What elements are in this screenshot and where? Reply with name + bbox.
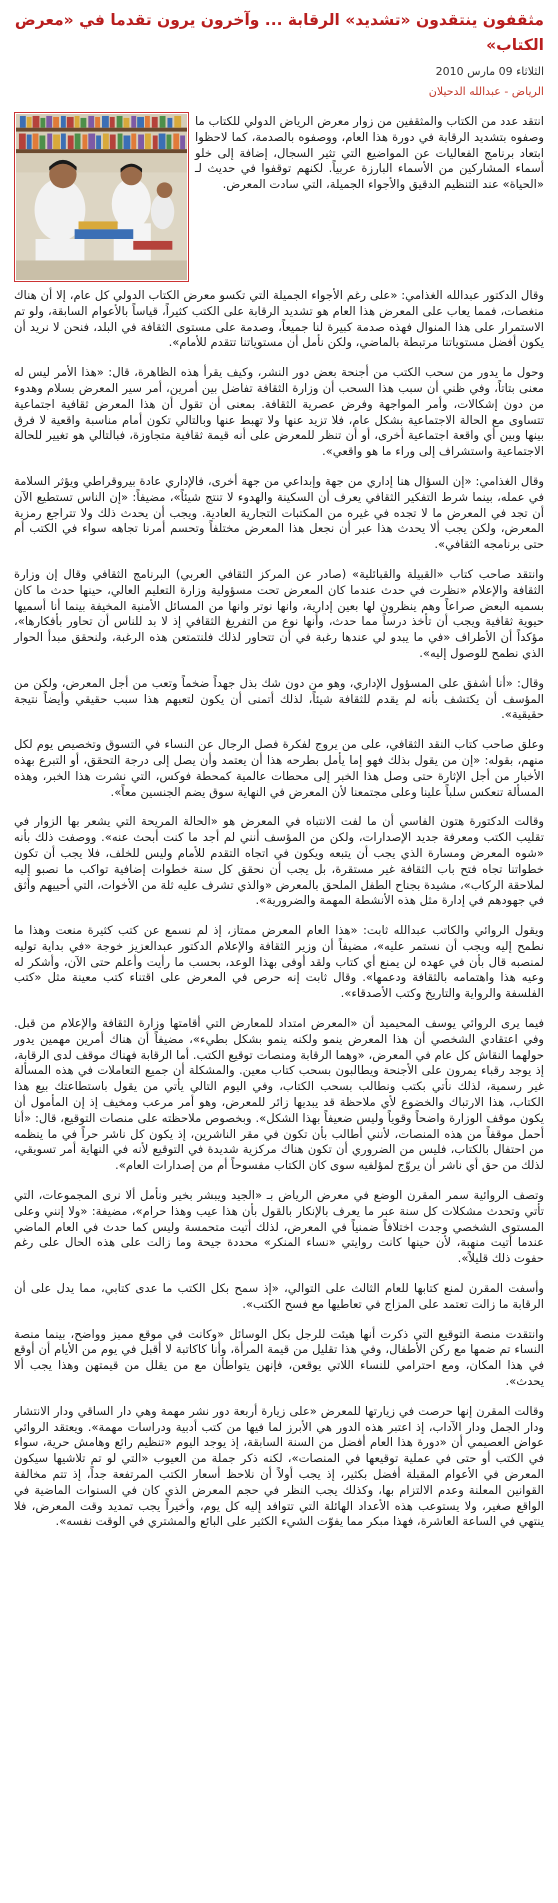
book-fair-photo bbox=[14, 112, 189, 282]
paragraph: وقالت المقرن إنها حرصت في زيارتها للمعرض «على زيارة أربعة دور نشر مهمة وهي دار الساقي ودار الانتشار ودار الجمل ودار الآداب، إذ اعتبر هذه الدور هي الأبرز لما فيها من كتب أدبية ودراسات مهمة». ويعتقد الروائي عواض العصيمي أن «دورة هذا العام أفضل من السنة السابقة، إذ يوجد اليوم «تنظيم رائع وهامش حرية، سواء في الكتب أو حتى في عملية توقيعها في المنصات»، لكنه ذكر جملة من العيوب «التي لو تم تلاشيها سيكون المعرض في الأعوام المقبلة أفضل بكثير، إذ يجب أولاً أن نلاحظ أسعار الكتب المرتفعة جداً، إذ تتم مخالفة القوانين المعلنة وعدم الالتزام بها، وكذلك يجب النظر في حجم المعرض الذي كان في السنوات الماضية في الواقع صغير، ولا يستوعب هذه الأعداد الهائلة التي تتوافد إليه كل يوم، وأخيراً يجب تمديد وقت المعرض، فلا ينتهي في الساعة العاشرة، فهذا مبكر مما يفوّت الشيء الكثير على البائع والمشتري في الوقت نفسه». bbox=[14, 1403, 544, 1529]
paragraph: فيما يرى الروائي يوسف المحيميد أن «المعرض امتداد للمعارض التي أقامتها وزارة الثقافة والإعلام من قبل. وفي اعتقادي الشخصي أن هذا المعرض ينمو ولكنه ينمو بشكل بطيء»، مضيفاً أن هناك أمرين مهمين يدور حولهما النقاش كل عام في المعرض، «وهما الرقابة ومنصات توقيع الكتب. أما الرقابة فهناك موقف لدى الرقابة، إذ يوجد رقباء يمرون على الأجنحة ويطالبون بسحب كتاب معين. والمشكلة أن جميع التعاملات في هذه المسألة غير رسمية، لذلك نأتي بكتب ونطالب بسحب الكتاب، وفي اليوم التالي يأتي من يقول باستطاعتك بيع هذا الكتاب، هذا الارتباك والخضوع لأي ملاحظة قد يبديها زائر للمعرض، وهو أمر مرعب ومخيف إذ إن المأمول أن يكون موقف الوزارة واضحاً وقوياً وليس ضعيفاً بهذا الشكل». وبخصوص ملاحظته على منصات التوقيع، قال: «أنا أحمل موقفاً من هذه المنصات، لأنني أطالب بأن تكون في مقر الناشرين، إذ يكون كل ناشر حراً في ما ينظمه من احتفال بالكتاب، فليس من الضروري أن تكون هناك مركزية شديدة في التوقيع لأنه في النهاية أمر تسويقي، لذلك من حق أي ناشر أن يروّج لمؤلفيه سوى كان الكتاب مفسوحاً أم من إصدارات العام». bbox=[14, 1016, 544, 1173]
lead-section bbox=[14, 108, 544, 288]
paragraph: وقال الغذامي: «إن السؤال هنا إداري من جهة وإبداعي من جهة أخرى، فالإداري عادة بيروقراطي ويؤثر السلامة في عمله، بينما شرط التفكير الثقافي يعرف أن السكينة والهدوء لا تنتج شيئاً»، مضيفاً: «إن الناس تستطيع الآن أن تجد في المعرض ما لا تجده في غيره من المكتبات التجارية العادية. ويجب أن يحدث ذلك ولا تتراجع رمزية المعرض، ولكن يجب ألا يحدث هذا عبر أن نجعل هذا المعرض مختلفاً وتحسم أمرنا تجاهه سواء في الكتب أم حتى برنامجه الثقافي». bbox=[14, 473, 544, 552]
paragraph: وانتقد صاحب كتاب «القبيلة والقبائلية» (صادر عن المركز الثقافي العربي) البرنامج الثقافي وقال إن وزارة الثقافة والإعلام «نظرت في حدث عندما كان المعرض تحت مسؤولية وزارة التعليم العالي، حينها حدث ما كان بسميه البعض صراعاً وهم ينظرون لها بعين إدارية، وانها نوتر وانها من المسائل الأمنية المخيفة بينما أنا أسميها حيوية ثقافية ويجب أن تأخذ درساً مما حدث، وأنها نوع من التفريغ الثقافي إذ لا بد للناس أن تحاور بأفكارها»، مؤكداً أن الأطراف «في ما يبدو لي عندها رغبة في أن تتحاور لذلك فلنتمتعن هذه الرغبة، ولنحقق مبدأ الحوار الذي نطمح للوصول إليه». bbox=[14, 566, 544, 660]
article-date: الثلاثاء 09 مارس 2010 bbox=[435, 65, 544, 78]
paragraph: وعلق صاحب كتاب النقد الثقافي، على من يروج لفكرة فصل الرجال عن النساء في التسوق وتخصيص يوم لكل منهم، بقوله: «إن من يقول بذلك فهو إما يأمل بطرحه هذا أن يعتمد وأن يصل إلى درجة التحقق، أو التبرع بهذه الأخبار من أجل الإثارة حتى وصل هذا الخبر إلى محطات عالمية كمحطة فوكس، التي نشرت هذا الخبر، وهذه المسألة تنعكس سلباً علينا وعلى مجتمعنا لأن المعرض في النهاية سوق يضم الجنسين معاً». bbox=[14, 737, 544, 799]
paragraph: وقال: «أنا أشفق على المسؤول الإداري، وهو من دون شك بذل جهداً ضخماً وتعب من أجل المعرض، ولكن من المؤسف أن يكتشف بأنه لم يقدم للثقافة شيئاً، لذلك أتمنى أن يكون لتعبهم هذا سبب حقيقي وأيضاً نتيجة حقيقية». bbox=[14, 675, 544, 722]
paragraph: وحول ما يدور من سحب الكتب من أجنحة بعض دور النشر، وكيف يقرأ هذه الظاهرة، قال: «هذا الأمر ليس له معنى بتاتاً، وفي ظني أن سبب هذا السحب أن وزارة الثقافة تفاضل بين أمرين، أمر سير المعرض بسلام وهدوء من دون إشكالات، وأمر المواجهة وفرض عصرية الثقافة. بمعنى أن تقول أن هذا المعرض ثقافية اجتماعية تتساوى مع الحالة الاجتماعية بشكل عام، فلا تزيد عنها ولا تهبط عنها وبالتالي تكون أمام مناسبة واقعية لا فرق بينها وبين أي واقعة اجتماعية أخرى، أو أن تنظر للمعرض على أنه قيمة ثقافية متجاوزة، فبالتالي هو تغيير للحالة الاجتماعية واستشراف إلى وراء ما هو واقعي». bbox=[14, 365, 544, 459]
article-title: مثقفون ينتقدون «تشديد» الرقابة ... وآخرون يرون تقدما في «معرض الكتاب» bbox=[14, 11, 544, 54]
paragraph: وقالت الدكتورة هتون الفاسي أن ما لفت الانتباه في المعرض هو «الحالة المريحة التي يشعر بها الزوار في تقليب الكتب ومعرفة جديد الإصدارات، ولكن من المؤسف أنني لم أجد ما كنت أبحث عنه». ووصفت ذلك بأنه «شوه المعرض ومسارة الذي يجب أن يتبعه ويكون في اتجاه التقدم للأمام وليس للخلف، فلا يجب أن تكون خطواتنا تجاه فتح باب الثقافة غير مستقرة، بل يجب أن نحقق كل سنة خطوات إضافية تواكب ما نصبو إليه لملاحقة الركاب»، مشيدة بجناح الطفل الملحق بالمعرض «والذي تشرف عليه ثلة من الأخوات، التي أحييهم وأثق في جهودهم في إدارة مثل هذه الأنشطة المهمة والضرورية». bbox=[14, 814, 544, 908]
paragraph: انتقد عدد من الكتاب والمثقفين من زوار معرض الرياض الدولي للكتاب ما وصفوه بتشديد الرقابة في دورة هذا العام، ووصفوه بالصدمة، كما لاحظوا ابتعاد برنامج الفعاليات عن المواضيع التي تثير السجال، إضافة إلى خلو أسماء المشاركين من الأسماء البارزة عربياً. لكنهم توقفوا في حديث لـ «الحياة» عند التنظيم الدقيق والأجواء الجميلة، التي سادت المعرض. bbox=[195, 114, 544, 192]
paragraph: وقال الدكتور عبدالله الغذامي: «على رغم الأجواء الجميلة التي تكسو معرض الكتاب الدولي كل عام، إلا أن هناك منغصات، فمما يعاب على المعرض هذا العام هو تشديد الرقابة على الكتب كثيراً، قياساً بالأعوام السابقة، ولو تم الاستمرار على هذا المنوال فهذه صدمة كبيرة لنا جميعاً، وصدمة على مستوى الثقافة في البلد، فنحن لا نريد أن يكون أفضل مستوياتنا مرتبطة بالماضي، ولكن نأمل أن مستوياتنا تتقدم للأمام». bbox=[14, 288, 544, 350]
paragraph: وانتقدت منصة التوقيع التي ذكرت أنها هيئت للرجل بكل الوسائل «وكانت في موقع مميز وواضح، بينما منصة النساء تم ضمها مع ركن الأطفال، وفي هذا تقليل من قيمة المرأة، وأنا كاكاتبة لا أقبل في يوم من الأيام أن أوقع في هذا المكان، ومع احترامي للنساء اللاتي يوقعن، فإنهن يتواطأن مع من يقلل من قيمتهن وهذا يجب ألا يحدث». bbox=[14, 1326, 544, 1389]
photo-illustration bbox=[16, 114, 187, 280]
paragraph: ويقول الروائي والكاتب عبدالله ثابت: «هذا العام المعرض ممتاز، إذ لم نسمع عن كتب كثيرة منعت وهذا ما نطمح إليه ويجب أن نستمر عليه»، مضيفاً أن وزير الثقافة والإعلام الدكتور عبدالعزيز خوجة «في بداية توليه لمنصبه قال بأن في عهده لن يمنع أي كتاب ولقد أوفى بهذا الوعد، بحسب ما رأيت وأعلم حتى الآن، وأشكر له وعيه هذا واهتمامه بالثقافة ودعمها». وقال ثابت إنه حرص في المعرض على اقتناء كتب معينة مثل «كتب الفلسفة والرواية والتاريخ وكتب الأصدقاء». bbox=[14, 923, 544, 1001]
paragraph: وتصف الروائية سمر المقرن الوضع في معرض الرياض بـ «الجيد ويبشر بخير ونأمل ألا نرى المجموعات، التي تأتي وتحدث مشكلات كل سنة عبر ما يعرف بالإنكار بالقول بأن هذا عيب وهذا حرام»، مضيفة: «ولا إنني وعلى المستوى الشخصي وجدت اختلافاً ضمنياً في المعرض، لذلك أتيت متحمسة وليس كما حدث في العام الماضي عندما أتيت منهبة، لأن حينها كانت روايتي «نساء المنكر» محددة جيحة وما زالت على هذه الحال على رغم حفوت ذلك قليلاً». bbox=[14, 1188, 544, 1266]
paragraph: وأسفت المقرن لمنع كتابها للعام الثالث على التوالي، «إذ سمح بكل الكتب ما عدى كتابي، مما يدل على أن الرقابة ما زالت تعتمد على المزاج في تعاطيها مع فسح الكتب». bbox=[14, 1281, 544, 1311]
article-byline: الرياض - عبدالله الدحيلان bbox=[428, 85, 544, 98]
